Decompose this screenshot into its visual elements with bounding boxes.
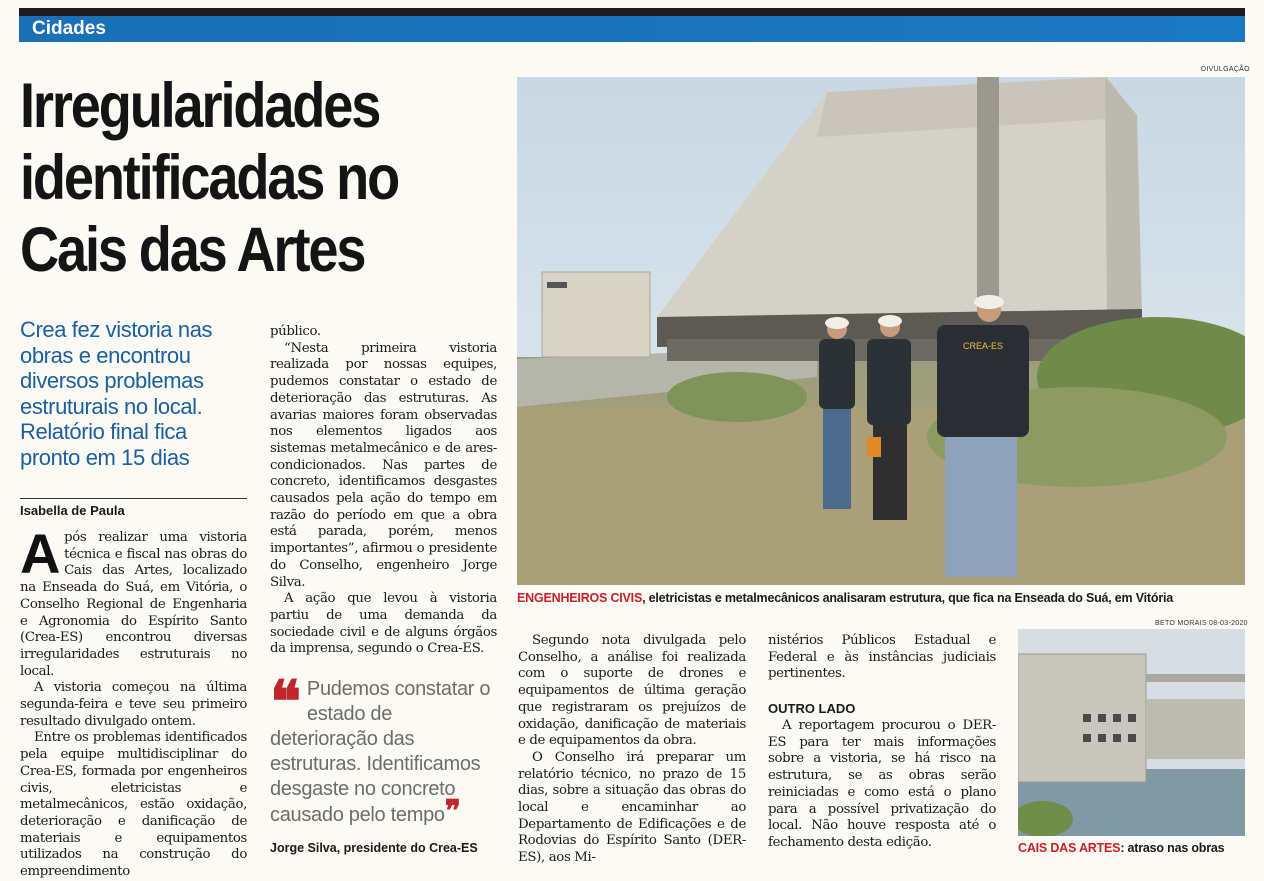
caption-lead-2: CAIS DAS ARTES — [1018, 841, 1121, 855]
body-column-1 — [20, 522, 247, 881]
section-label: Cidades — [32, 18, 106, 39]
deck-subtitle: Crea fez vistoria nas obras e encontrou diversos problemas estruturais no local. Relatório final fica pronto em 15 dias — [20, 317, 213, 470]
headline-line-3: Cais das Artes — [20, 215, 365, 285]
subheading: OUTRO LADO — [768, 701, 856, 716]
photo-credit: DIVULGAÇÃO — [1201, 66, 1250, 73]
paragraph: Segundo nota divulgada pelo Conselho, a análise foi realizada com o suporte de drones e equipamentos de última geração que registraram os prejuízos de oxidação, danificação de materiais e de equipamentos da obra. — [518, 633, 746, 749]
photo-caption-2 — [1018, 841, 1224, 855]
caption-text: , eletricistas e metalmecânicos analisaram estrutura, que fica na Enseada do Suá, em Vitória — [642, 591, 1174, 605]
paragraph: A ação que levou à vistoria partiu de uma demanda da sociedade civil e de alguns órgãos da imprensa, segundo o Crea-ES. — [270, 591, 497, 657]
open-quote-icon: ❝ — [270, 670, 301, 735]
vest-label: CREA-ES — [962, 341, 1004, 351]
caption-lead: ENGENHEIROS CIVIS — [517, 591, 643, 605]
body-column-4-continued — [768, 718, 996, 852]
headline-line-2: identificadas no — [20, 143, 399, 213]
photo-credit-2: BETO MORAIS 08-03-2020 — [1155, 620, 1248, 627]
engineer-figure — [819, 317, 855, 509]
photo-caption — [517, 591, 1173, 605]
close-quote-icon: ❞ — [444, 795, 461, 828]
headline-line-1: Irregularidades — [20, 71, 380, 141]
paragraph: público. — [270, 324, 321, 339]
engineers-photo — [517, 77, 1245, 585]
top-rule — [19, 8, 1245, 16]
pull-quote-attribution: Jorge Silva, presidente do Crea-ES — [270, 841, 478, 855]
paragraph: A vistoria começou na última segunda-feira e teve seu primeiro resultado divulgado ontem. — [20, 680, 247, 729]
paragraph: Entre os problemas identificados pela equipe multidisciplinar do Crea-ES, formada por engenheiros civis, eletricistas e metalmecânicos, estão oxidação, deterioração e danificação de materiais e equipamentos utilizados na construção do empreendimento — [20, 730, 247, 880]
headline — [20, 70, 441, 286]
paragraph: O Conselho irá preparar um relatório técnico, no prazo de 15 dias, sobre a situação das obras do local e encaminhar ao Departamento de Edificações e de Rodovias do Espírito Santo (DER-ES), aos Mi- — [518, 749, 746, 866]
drop-cap: A — [20, 522, 61, 585]
engineer-figure — [937, 295, 1029, 577]
caption-text-2: : atraso nas obras — [1120, 841, 1225, 855]
cais-das-artes-photo — [1018, 629, 1245, 836]
byline: Isabella de Paula — [20, 503, 125, 518]
pull-quote-text: Pudemos constatar o estado de deterioração das estruturas. Identificamos desgaste no concreto causado pelo tempo — [270, 678, 491, 826]
paragraph-text: pós realizar uma vistoria técnica e fiscal nas obras do Cais das Artes, localizado na Enseada do Suá, em Vitória, o Conselho Regional de Engenharia e Agronomia do Espírito Santo (Crea-ES) encontrou diversas irregularidades estruturais no local. — [20, 530, 247, 679]
byline-rule — [20, 498, 247, 499]
body-column-4 — [768, 633, 996, 683]
paragraph: A reportagem procurou o DER-ES para ter mais informações sobre a vistoria, se há risco na estrutura, se as obras serão reiniciadas e como está o plano para a possível privatização do local. Não houve resposta até o fechamento desta edição. — [768, 718, 996, 850]
paragraph: nistérios Públicos Estadual e Federal e às instâncias judiciais pertinentes. — [768, 633, 996, 682]
pull-quote — [270, 670, 500, 828]
body-column-3 — [518, 633, 746, 867]
body-column-2 — [270, 324, 497, 658]
engineer-figure — [867, 315, 911, 520]
paragraph: “Nesta primeira vistoria realizada por nossas equipes, pudemos constatar o estado de deterioração das estruturas. As avarias maiores foram observadas nos elementos ligados aos sistemas metalmecânico e de ares-condicionados. Nas partes de concreto, identificamos desgastes causados pela ação do tempo em razão do período em que a obra está parada, porém, menos importantes”, afirmou o presidente do Conselho, engenheiro Jorge Silva. — [270, 340, 497, 590]
section-banner — [19, 16, 1245, 42]
paragraph — [20, 522, 247, 680]
